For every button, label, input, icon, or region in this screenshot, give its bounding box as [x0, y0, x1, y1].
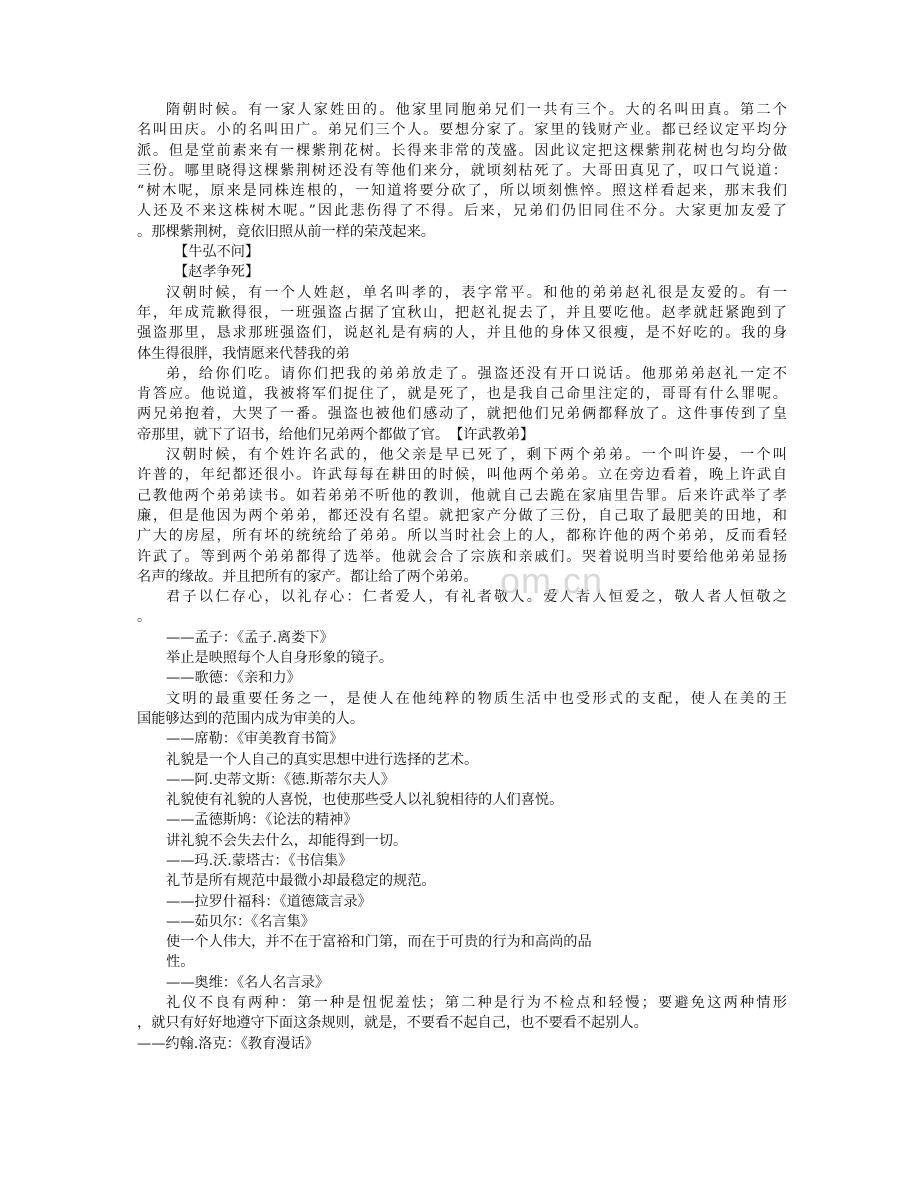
watermark: om.cn	[500, 560, 604, 601]
text-line: 。那棵紫荆树，竟依旧照从前一样的荣茂起来。	[137, 223, 435, 240]
text-line: 【赵孝争死】	[174, 264, 260, 281]
text-line: 汉朝时候，有一个人姓赵，单名叫孝的，表字常平。和他的弟弟赵礼很是友爱的。有一	[166, 284, 787, 301]
text-line: 肯答应。他说道，我被将军们捉住了，就是死了，也是我自己命里注定的，哥哥有什么罪呢。	[137, 386, 787, 403]
text-line: 两兄弟抱着，大哭了一番。强盗也被他们感动了，就把他们兄弟俩都释放了。这件事传到了皇	[137, 406, 787, 423]
text-line: 。	[137, 609, 152, 626]
text-line: ——玛.沃.蒙塔古：《书信集》	[166, 852, 353, 869]
document-body	[137, 100, 787, 1054]
text-line: “树木呢，原来是同株连根的，一知道将要分砍了，所以顷刻憔悴。照这样看起来，那末我们	[137, 183, 787, 200]
text-line: ——拉罗什福科：《道德箴言录》	[166, 893, 372, 910]
text-line: 名叫田庆。小的名叫田广。弟兄们三个人。要想分家了。家里的钱财产业。都已经议定平均分	[137, 122, 787, 139]
text-line: 三份。哪里晓得这棵紫荆树还没有等他们来分，就顷刻枯死了。大哥田真见了，叹口气说道：	[137, 162, 787, 179]
text-line: ，就只有好好地遵守下面这条规则，就是，不要看不起自己，也不要看不起别人。	[137, 1015, 648, 1032]
text-line: 讲礼貌不会失去什么，却能得到一切。	[166, 832, 408, 849]
text-line: 性。	[166, 954, 195, 971]
text-line: 许武了。等到两个弟弟都得了选举。他就会合了宗族和亲戚们。哭着说明当时要给他弟弟显扬	[137, 548, 787, 565]
text-line: 礼貌使有礼貌的人喜悦，也使那些受人以礼貌相待的人们喜悦。	[166, 792, 564, 809]
text-line: 【牛弘不问】	[174, 244, 260, 261]
text-line: 隋朝时候。有一家人家姓田的。他家里同胞弟兄们一共有三个。大的名叫田真。第二个	[166, 102, 787, 118]
text-line: 举止是映照每个人自身形象的镜子。	[166, 650, 394, 667]
text-line: 礼仪不良有两种：第一种是忸怩羞怯；第二种是行为不检点和轻慢；要避免这两种情形	[166, 995, 787, 1012]
text-line: ——茹贝尔：《名言集》	[166, 913, 315, 930]
text-line: 廉，但是他因为两个弟弟，都还没有名望。就把家产分做了三份，自己取了最肥美的田地，和	[137, 507, 787, 524]
text-line: 体生得很胖，我情愿来代替我的弟	[137, 345, 350, 362]
text-line: 弟，给你们吃。请你们把我的弟弟放走了。强盗还没有开口说话。他那弟弟赵礼一定不	[166, 365, 787, 382]
text-line: 国能够达到的范围内成为审美的人。	[137, 710, 365, 727]
text-line: 年，年成荒歉得很，一班强盗占据了宜秋山，把赵礼捉去了，并且要吃他。赵孝就赶紧跑到了	[137, 304, 787, 321]
text-line: 强盗那里，恳求那班强盗们，说赵礼是有病的人，并且他的身体又很瘦，是不好吃的。我的身	[137, 325, 787, 342]
text-line: 广大的房屋，所有坏的统统给了弟弟。所以当时社会上的人，都称许他的两个弟弟，反而看轻	[137, 528, 787, 545]
text-line: 帝那里，就下了诏书，给他们兄弟两个都做了官。 【许武教弟】	[137, 426, 535, 443]
text-line: ——席勒：《审美教育书简》	[166, 731, 344, 748]
text-line: ——阿.史蒂文斯：《德.斯蒂尔夫人》	[166, 771, 395, 788]
text-line: ——孟德斯鸠：《论法的精神》	[166, 812, 358, 829]
text-line: ——约翰.洛克：《教育漫话》	[137, 1035, 319, 1052]
text-line: 汉朝时候，有个姓许名武的，他父亲是早已死了，剩下两个弟弟。一个叫许晏，一个叫	[166, 447, 787, 464]
text-line: 许普的，年纪都还很小。许武每每在耕田的时候，叫他两个弟弟。立在旁边看着，晚上许武自	[137, 467, 787, 484]
text-line: 文明的最重要任务之一，是使人在他纯粹的物质生活中也受形式的支配，使人在美的王	[166, 690, 787, 707]
text-line: 名声的缘故。并且把所有的家产。都让给了两个弟弟。	[137, 568, 478, 585]
text-line: 君子以仁存心，以礼存心：仁者爱人，有礼者敬人。爱人者人恒爱之，敬人者人恒敬之	[166, 589, 787, 606]
text-line: 人还及不来这株树木呢。”因此悲伤得了不得。后来，兄弟们仍旧同住不分。大家更加友爱了	[137, 203, 787, 220]
text-line: 己教他两个弟弟读书。如若弟弟不听他的教训，他就自己去跪在家庙里告罪。后来许武举了孝	[137, 487, 787, 504]
text-line: ——孟子：《孟子.离娄下》	[166, 629, 334, 646]
text-line: 使一个人伟大，并不在于富裕和门第，而在于可贵的行为和高尚的品	[166, 934, 592, 951]
text-line: 礼节是所有规范中最微小却最稳定的规范。	[166, 873, 436, 890]
text-line: 派。但是堂前素来有一棵紫荆花树。长得来非常的茂盛。因此议定把这棵紫荆花树也匀均分做	[137, 142, 787, 159]
text-line: ——歌德：《亲和力》	[166, 670, 301, 687]
text-line: ——奥维：《名人名言录》	[166, 974, 330, 991]
text-line: 礼貌是一个人自己的真实思想中进行选择的艺术。	[166, 751, 479, 768]
